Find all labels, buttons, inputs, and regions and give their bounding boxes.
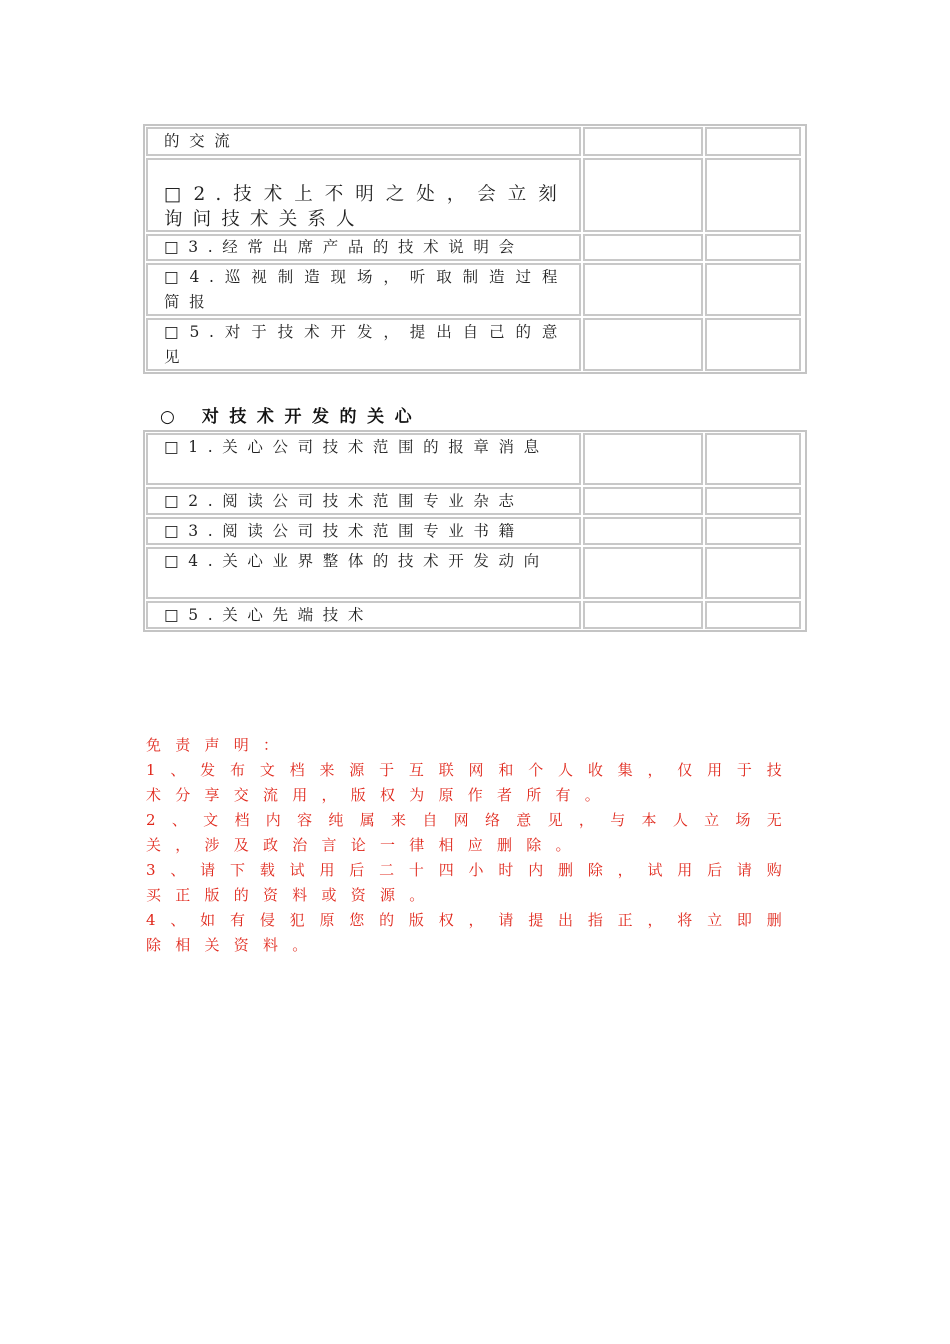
checkbox-cell-a[interactable]	[583, 158, 703, 232]
table-row	[145, 262, 805, 317]
table-row	[145, 600, 805, 630]
checkbox-cell-a[interactable]	[583, 318, 703, 371]
row-text: □4.巡视制造现场，听取制造过程简报	[146, 263, 581, 316]
checkbox-cell-b[interactable]	[705, 158, 801, 232]
row-text: □5.对于技术开发，提出自己的意见	[146, 318, 581, 371]
section-title: ○ 对技术开发的关心	[160, 407, 423, 427]
checkbox-cell-a[interactable]	[583, 263, 703, 316]
row-text: □2.技术上不明之处，会立刻询问技术关系人	[146, 158, 581, 232]
row-text: □3.经常出席产品的技术说明会	[146, 234, 581, 261]
checkbox-cell-a[interactable]	[583, 601, 703, 629]
checkbox-cell-b[interactable]	[705, 601, 801, 629]
table-row	[145, 432, 805, 486]
checklist-table-technical-communication	[143, 124, 807, 374]
checkbox-cell-b[interactable]	[705, 547, 801, 599]
table-row	[145, 486, 805, 516]
checkbox-cell-b[interactable]	[705, 263, 801, 316]
table-row	[145, 546, 805, 600]
table-row	[145, 233, 805, 262]
disclaimer-block	[146, 733, 796, 958]
row-text: □5.关心先端技术	[146, 601, 581, 629]
checkbox-cell-b[interactable]	[705, 487, 801, 515]
disclaimer-item: 1、发布文档来源于互联网和个人收集，仅用于技术分享交流用，版权为原作者所有。	[146, 761, 796, 804]
disclaimer-item: 2、文档内容纯属来自网络意见，与本人立场无关，涉及政治言论一律相应删除。	[146, 811, 796, 854]
checklist-table-technical-interest	[143, 430, 807, 632]
row-text: □3.阅读公司技术范围专业书籍	[146, 517, 581, 545]
checkbox-cell-b[interactable]	[705, 127, 801, 156]
checkbox-cell-a[interactable]	[583, 487, 703, 515]
checkbox-cell-b[interactable]	[705, 517, 801, 545]
row-text: □4.关心业界整体的技术开发动向	[146, 547, 581, 599]
row-text: 的交流	[146, 127, 581, 156]
checkbox-cell-b[interactable]	[705, 234, 801, 261]
disclaimer-item: 4、如有侵犯原您的版权，请提出指正，将立即删除相关资料。	[146, 911, 796, 954]
row-text: □2.阅读公司技术范围专业杂志	[146, 487, 581, 515]
checkbox-cell-a[interactable]	[583, 517, 703, 545]
table-row	[145, 516, 805, 546]
checkbox-cell-b[interactable]	[705, 318, 801, 371]
checkbox-cell-a[interactable]	[583, 234, 703, 261]
row-text: □1.关心公司技术范围的报章消息	[146, 433, 581, 485]
disclaimer-heading: 免责声明：	[146, 736, 293, 754]
table-row	[145, 157, 805, 233]
table-row	[145, 126, 805, 157]
checkbox-cell-b[interactable]	[705, 433, 801, 485]
disclaimer-item: 3、请下载试用后二十四小时内删除，试用后请购买正版的资料或资源。	[146, 861, 796, 904]
checkbox-cell-a[interactable]	[583, 547, 703, 599]
checkbox-cell-a[interactable]	[583, 127, 703, 156]
checkbox-cell-a[interactable]	[583, 433, 703, 485]
table-row	[145, 317, 805, 372]
